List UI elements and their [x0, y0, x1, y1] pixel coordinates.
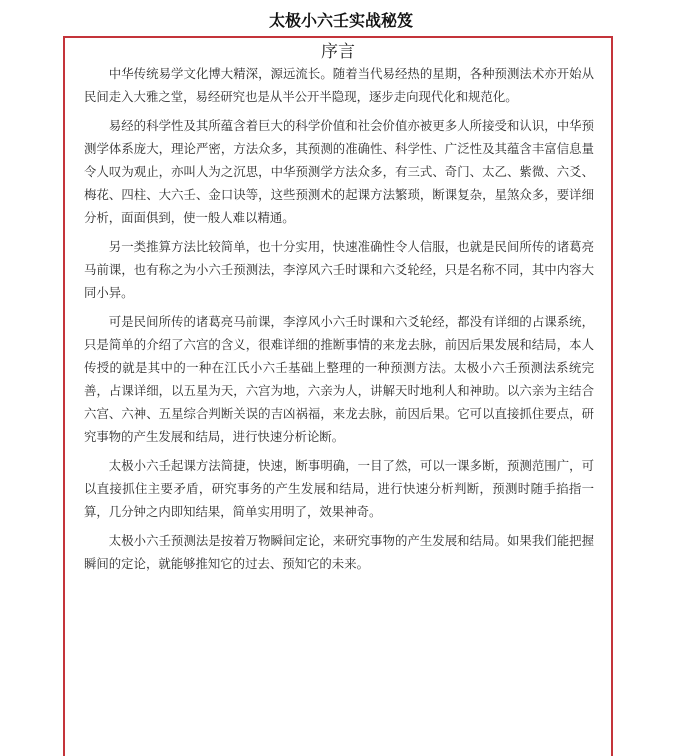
document-title: 太极小六壬实战秘笈	[268, 11, 413, 30]
paragraph-3: 另一类推算方法比较简单，也十分实用，快速准确性令人信服，也就是民间所传的诸葛亮马前课，也有称之为小六壬预测法，李淳风六壬时课和六爻轮经，只是名称不同，其中内容大同小异。	[84, 239, 594, 300]
paragraph-1: 中华传统易学文化博大精深，源远流长。随着当代易经热的星期，各种预测法术亦开始从民间走入大雅之堂，易经研究也是从半公开半隐现，逐步走向现代化和规范化。	[84, 66, 594, 104]
paragraph-5: 太极小六壬起课方法简捷，快速，断事明确，一目了然，可以一课多断，预测范围广，可以直接抓住主要矛盾，研究事务的产生发展和结局，进行快速分析判断，预测时随手掐指一算，几分钟之内即知结果，简单实用明了，效果神奇。	[84, 458, 594, 519]
paragraph-2: 易经的科学性及其所蕴含着巨大的科学价值和社会价值亦被更多人所接受和认识，中华预测学体系庞大，理论严密，方法众多，其预测的准确性、科学性、广泛性及其蕴含丰富信息量令人叹为观止，亦叫人为之沉思，中华预测学方法众多，有三式、奇门、太乙、紫微、六爻、梅花、四柱、大六壬、金口诀等，这些预测术的起课方法繁琐，断课复杂，星煞众多，要详细分析，面面俱到，使一般人难以精通。	[84, 118, 594, 225]
paragraph-6: 太极小六壬预测法是按着万物瞬间定论，来研究事物的产生发展和结局。如果我们能把握瞬间的定论，就能够推知它的过去、预知它的未来。	[84, 533, 594, 571]
paragraph-4: 可是民间所传的诸葛亮马前课，李淳风小六壬时课和六爻轮经，都没有详细的占课系统，只是简单的介绍了六宫的含义，很难详细的推断事情的来龙去脉，前因后果发展和结局，本人传授的就是其中的一种在江氏小六壬基础上整理的一种预测方法。太极小六壬预测法系统完善，占课详细，以五星为天，六宫为地，六亲为人，讲解天时地利人和神助。以六亲为主结合六宫、六神、五星综合判断关误的吉凶祸福，来龙去脉，前因后果。它可以直接抓住要点，研究事物的产生发展和结局，进行快速分析论断。	[84, 314, 594, 444]
body-text	[84, 62, 594, 581]
content-frame	[63, 36, 613, 756]
section-title: 序言	[321, 42, 355, 62]
